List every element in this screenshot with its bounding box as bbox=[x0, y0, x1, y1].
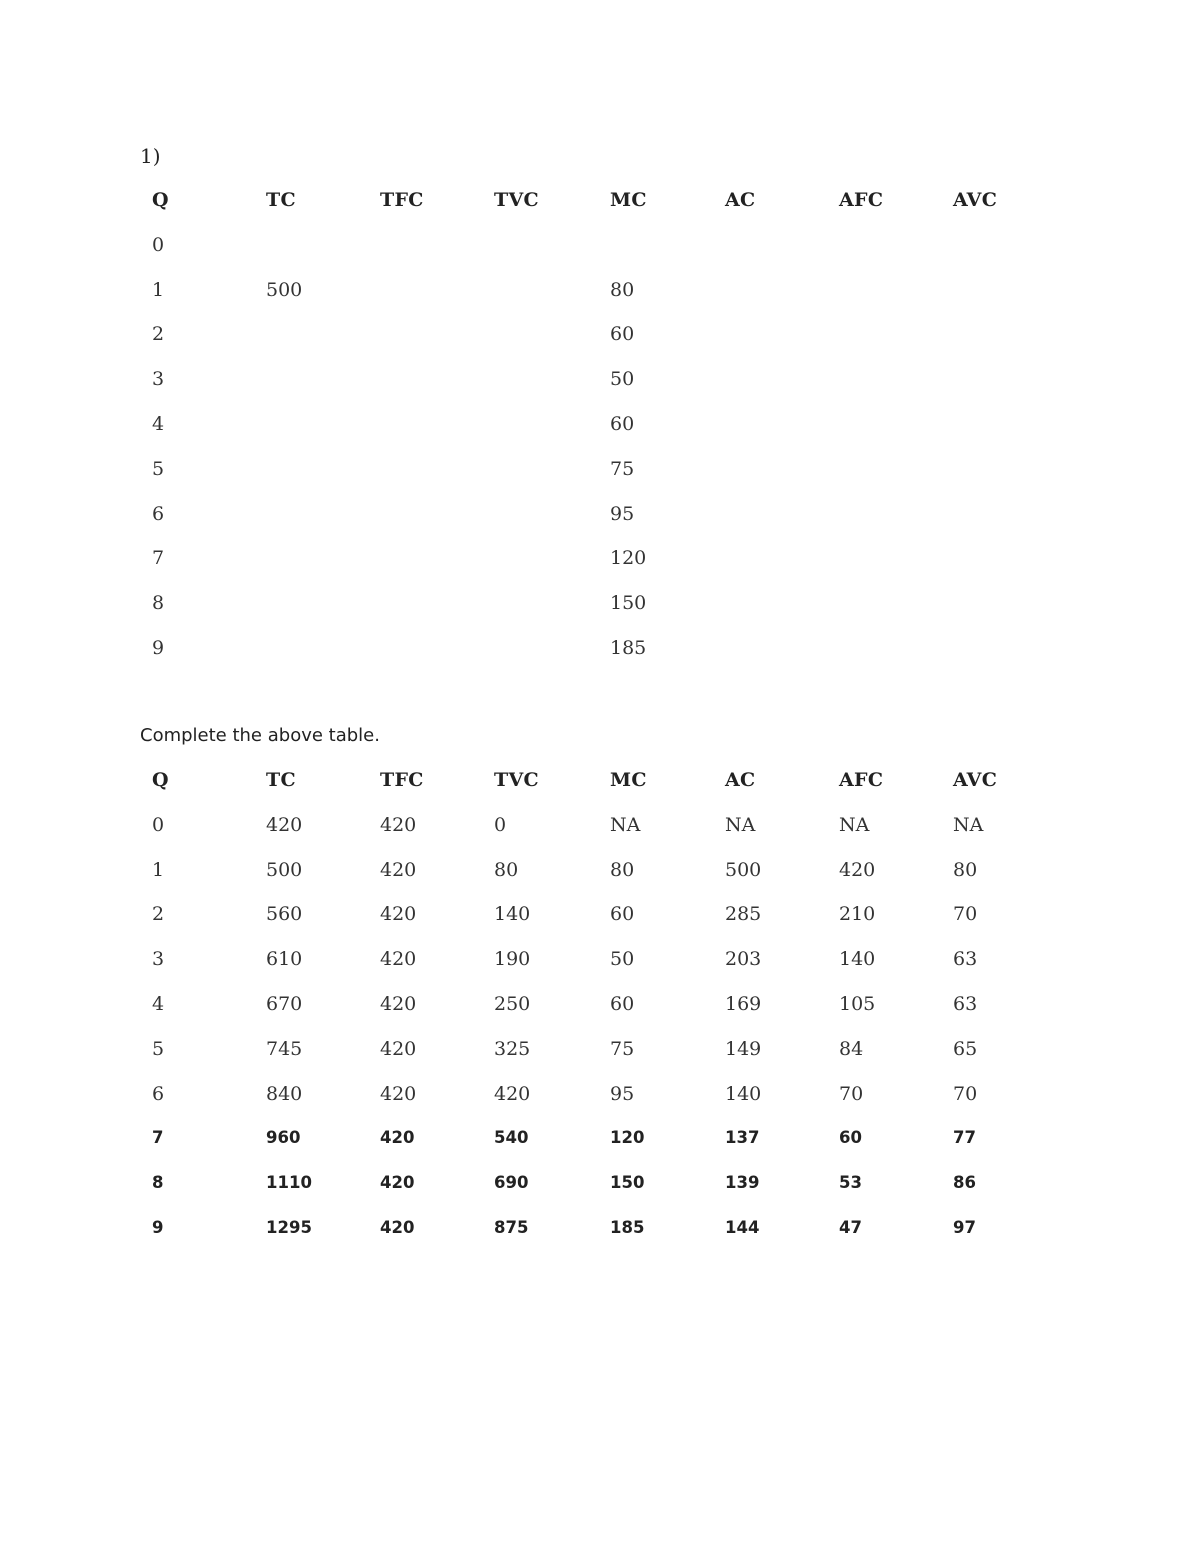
table-cell: 60 bbox=[610, 992, 635, 1015]
table-cell: 50 bbox=[610, 368, 635, 391]
table-cell: 9 bbox=[152, 1217, 164, 1237]
column-header: TFC bbox=[380, 769, 424, 791]
table-cell: 0 bbox=[494, 813, 507, 836]
table-cell: 285 bbox=[725, 903, 762, 926]
table-cell: 47 bbox=[839, 1217, 862, 1237]
table-cell: 139 bbox=[725, 1173, 760, 1193]
column-header: AFC bbox=[839, 769, 884, 791]
table-cell: 185 bbox=[610, 1217, 645, 1237]
column-header: MC bbox=[610, 769, 647, 791]
table-cell: 420 bbox=[380, 858, 417, 881]
table-cell: 77 bbox=[953, 1128, 976, 1148]
table-cell: 0 bbox=[152, 233, 165, 256]
table-cell: NA bbox=[610, 813, 641, 836]
table-cell: 185 bbox=[610, 636, 647, 659]
table-cell: 1110 bbox=[266, 1173, 312, 1193]
table-cell: NA bbox=[953, 813, 984, 836]
table-cell: 875 bbox=[494, 1217, 529, 1237]
table-cell: 140 bbox=[725, 1082, 762, 1105]
table-cell: 6 bbox=[152, 502, 165, 525]
table-cell: 140 bbox=[839, 948, 876, 971]
table-cell: 0 bbox=[152, 813, 165, 836]
table-cell: 3 bbox=[152, 368, 165, 391]
table-cell: 60 bbox=[610, 412, 635, 435]
table-cell: 5 bbox=[152, 1037, 165, 1060]
table-cell: 250 bbox=[494, 992, 531, 1015]
column-header: MC bbox=[610, 189, 647, 211]
table-cell: NA bbox=[725, 813, 756, 836]
table-cell: 63 bbox=[953, 948, 978, 971]
table-cell: 1 bbox=[152, 278, 165, 301]
table-cell: 420 bbox=[380, 948, 417, 971]
table-cell: 80 bbox=[610, 858, 635, 881]
table-cell: 50 bbox=[610, 948, 635, 971]
table-cell: 1 bbox=[152, 858, 165, 881]
table-cell: 53 bbox=[839, 1173, 862, 1193]
table-cell: NA bbox=[839, 813, 870, 836]
table-cell: 80 bbox=[953, 858, 978, 881]
table-cell: 120 bbox=[610, 547, 647, 570]
table-cell: 84 bbox=[839, 1037, 864, 1060]
column-header: AVC bbox=[953, 189, 998, 211]
table-cell: 75 bbox=[610, 1037, 635, 1060]
table-cell: 120 bbox=[610, 1128, 645, 1148]
table-cell: 560 bbox=[266, 903, 303, 926]
table-cell: 80 bbox=[610, 278, 635, 301]
column-header: AC bbox=[725, 189, 756, 211]
table-cell: 500 bbox=[266, 858, 303, 881]
table-cell: 70 bbox=[839, 1082, 864, 1105]
question-number: 1) bbox=[140, 144, 161, 168]
table-cell: 420 bbox=[380, 903, 417, 926]
table-cell: 144 bbox=[725, 1217, 760, 1237]
table-cell: 70 bbox=[953, 1082, 978, 1105]
table-cell: 60 bbox=[610, 903, 635, 926]
table-cell: 105 bbox=[839, 992, 876, 1015]
table-cell: 745 bbox=[266, 1037, 303, 1060]
table-cell: 150 bbox=[610, 1173, 645, 1193]
table-cell: 140 bbox=[494, 903, 531, 926]
table-cell: 420 bbox=[839, 858, 876, 881]
table-cell: 420 bbox=[380, 1173, 415, 1193]
table-cell: 4 bbox=[152, 412, 165, 435]
table-cell: 60 bbox=[839, 1128, 862, 1148]
column-header: Q bbox=[152, 189, 169, 211]
table-cell: 86 bbox=[953, 1173, 976, 1193]
table-cell: 420 bbox=[380, 813, 417, 836]
table-cell: 169 bbox=[725, 992, 762, 1015]
table-cell: 2 bbox=[152, 323, 165, 346]
table-cell: 95 bbox=[610, 502, 635, 525]
table-cell: 65 bbox=[953, 1037, 978, 1060]
column-header: AFC bbox=[839, 189, 884, 211]
table-cell: 420 bbox=[380, 1128, 415, 1148]
table-cell: 149 bbox=[725, 1037, 762, 1060]
table-cell: 420 bbox=[266, 813, 303, 836]
table-cell: 610 bbox=[266, 948, 303, 971]
table-cell: 150 bbox=[610, 592, 647, 615]
table-cell: 9 bbox=[152, 636, 165, 659]
table-cell: 420 bbox=[380, 992, 417, 1015]
table-cell: 840 bbox=[266, 1082, 303, 1105]
table-cell: 420 bbox=[380, 1037, 417, 1060]
table-cell: 540 bbox=[494, 1128, 529, 1148]
table-cell: 5 bbox=[152, 457, 165, 480]
table-cell: 500 bbox=[725, 858, 762, 881]
table-cell: 420 bbox=[380, 1217, 415, 1237]
column-header: Q bbox=[152, 769, 169, 791]
table-cell: 6 bbox=[152, 1082, 165, 1105]
table-cell: 97 bbox=[953, 1217, 976, 1237]
table-cell: 3 bbox=[152, 948, 165, 971]
table-cell: 670 bbox=[266, 992, 303, 1015]
table-cell: 325 bbox=[494, 1037, 531, 1060]
instruction-text: Complete the above table. bbox=[140, 725, 380, 746]
table-cell: 80 bbox=[494, 858, 519, 881]
column-header: TVC bbox=[494, 769, 539, 791]
table-cell: 70 bbox=[953, 903, 978, 926]
column-header: TC bbox=[266, 769, 296, 791]
column-header: TFC bbox=[380, 189, 424, 211]
table-cell: 1295 bbox=[266, 1217, 312, 1237]
table-cell: 7 bbox=[152, 1128, 164, 1148]
column-header: AC bbox=[725, 769, 756, 791]
table-cell: 500 bbox=[266, 278, 303, 301]
table-cell: 137 bbox=[725, 1128, 760, 1148]
column-header: AVC bbox=[953, 769, 998, 791]
table-cell: 420 bbox=[380, 1082, 417, 1105]
column-header: TVC bbox=[494, 189, 539, 211]
table-cell: 2 bbox=[152, 903, 165, 926]
table-cell: 60 bbox=[610, 323, 635, 346]
table-cell: 8 bbox=[152, 1173, 164, 1193]
table-cell: 8 bbox=[152, 592, 165, 615]
table-cell: 95 bbox=[610, 1082, 635, 1105]
table-cell: 7 bbox=[152, 547, 165, 570]
table-cell: 210 bbox=[839, 903, 876, 926]
table-cell: 960 bbox=[266, 1128, 301, 1148]
table-cell: 690 bbox=[494, 1173, 529, 1193]
table-cell: 63 bbox=[953, 992, 978, 1015]
table-cell: 203 bbox=[725, 948, 762, 971]
table-cell: 75 bbox=[610, 457, 635, 480]
table-cell: 4 bbox=[152, 992, 165, 1015]
table-cell: 420 bbox=[494, 1082, 531, 1105]
table-cell: 190 bbox=[494, 948, 531, 971]
column-header: TC bbox=[266, 189, 296, 211]
